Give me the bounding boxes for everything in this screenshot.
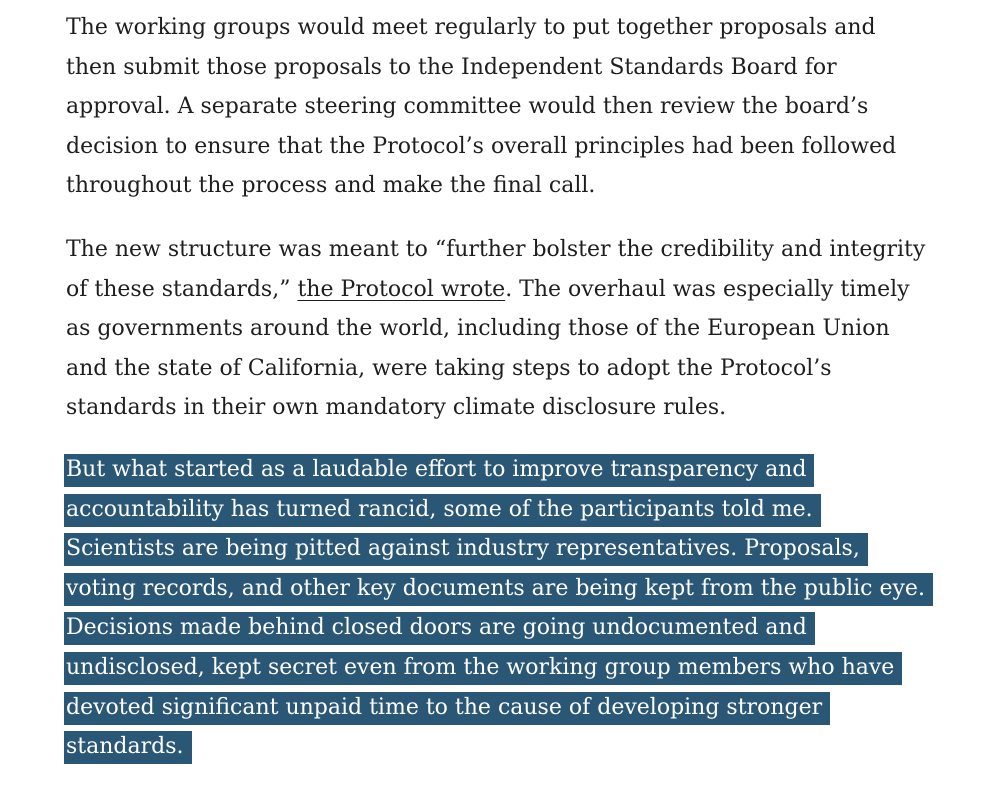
- text-fragment: of these standards,”: [66, 276, 298, 302]
- selected-text-line[interactable]: [66, 648, 966, 688]
- selected-text-line[interactable]: [66, 608, 966, 648]
- text-line: as governments around the world, including those of the European Union: [66, 316, 890, 342]
- text-line: throughout the process and make the final call.: [66, 173, 596, 199]
- text-line: [66, 270, 966, 310]
- selected-text-line[interactable]: [66, 450, 966, 490]
- text-line: The working groups would meet regularly to put together proposals and: [66, 15, 876, 40]
- protocol-wrote-link[interactable]: the Protocol wrote: [297, 276, 506, 302]
- selection-highlight: voting records, and other key documents are being kept from the public eye.: [64, 573, 933, 606]
- selection-highlight: devoted significant unpaid time to the cause of developing stronger: [64, 692, 830, 725]
- selected-text-line[interactable]: [66, 529, 966, 569]
- article-body: [66, 8, 966, 767]
- paragraph-selected-text[interactable]: [66, 450, 966, 767]
- selected-text-line[interactable]: [66, 569, 966, 609]
- selection-highlight: undisclosed, kept secret even from the working group members who have: [64, 652, 902, 685]
- text-line: and the state of California, were taking steps to adopt the Protocol’s: [66, 355, 832, 381]
- selected-text-line[interactable]: [66, 688, 966, 728]
- selection-highlight: But what started as a laudable effort to improve transparency and: [64, 454, 814, 487]
- selection-highlight: Decisions made behind closed doors are going undocumented and: [64, 612, 815, 645]
- paragraph-working-groups: [66, 8, 966, 206]
- text-line: then submit those proposals to the Independent Standards Board for: [66, 54, 837, 80]
- selection-highlight: Scientists are being pitted against industry representatives. Proposals,: [64, 533, 868, 566]
- selected-text-line[interactable]: [66, 490, 966, 530]
- text-line: The new structure was meant to “further bolster the credibility and integrity: [66, 236, 926, 262]
- selection-highlight: accountability has turned rancid, some of the participants told me.: [64, 494, 821, 527]
- text-fragment: . The overhaul was especially timely: [505, 276, 910, 302]
- text-line: standards in their own mandatory climate disclosure rules.: [66, 395, 727, 421]
- paragraph-new-structure: [66, 230, 966, 428]
- selection-highlight: standards.: [64, 731, 192, 764]
- selected-text-line[interactable]: [66, 727, 966, 767]
- text-line: approval. A separate steering committee would then review the board’s: [66, 94, 869, 120]
- text-line: decision to ensure that the Protocol’s overall principles had been followed: [66, 133, 897, 159]
